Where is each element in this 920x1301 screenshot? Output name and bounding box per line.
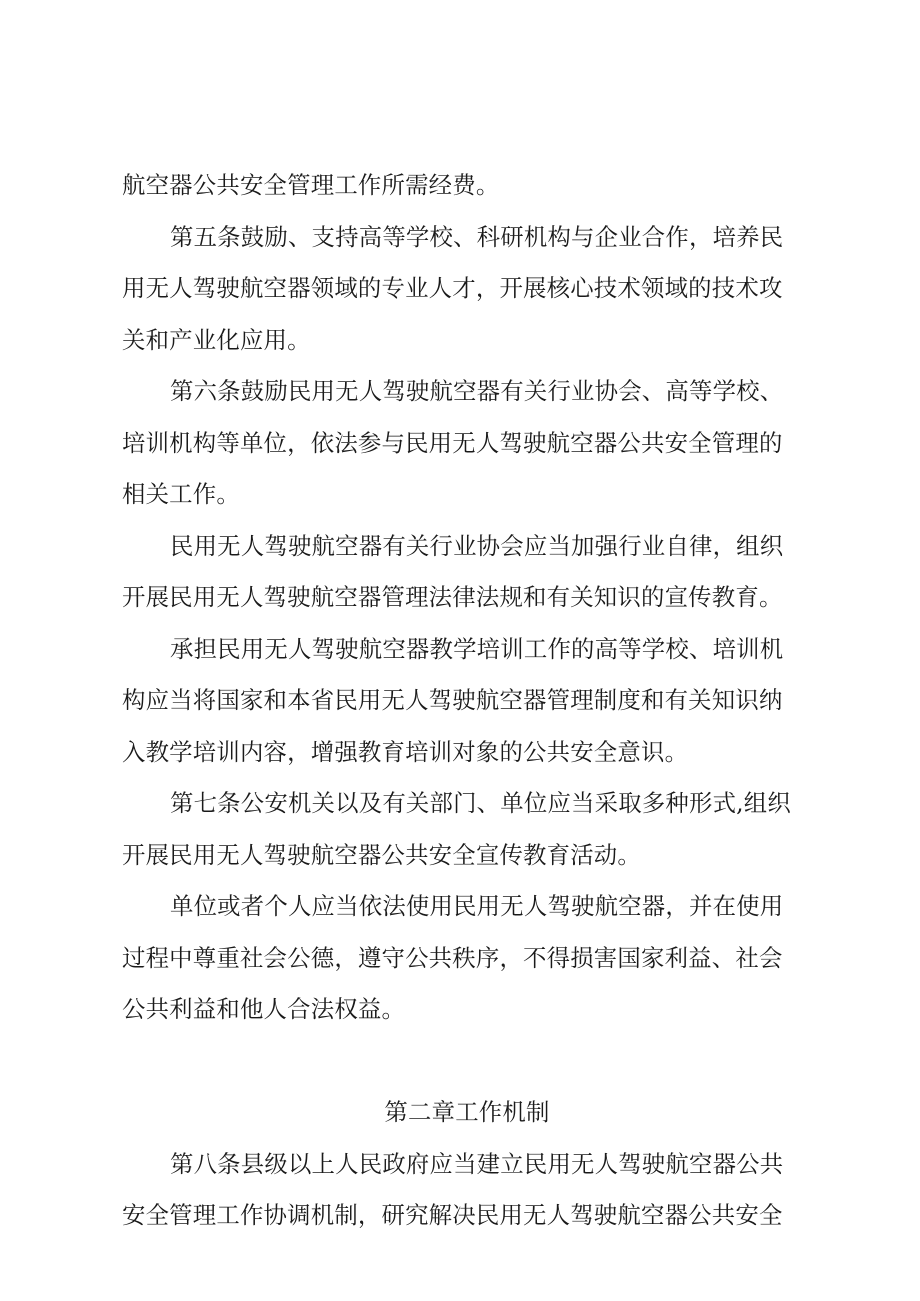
paragraph xyxy=(122,521,812,624)
text-line: 第七条公安机关以及有关部门、单位应当采取多种形式,组织 xyxy=(170,789,791,817)
paragraph xyxy=(122,160,812,212)
text-line: 第五条鼓励、支持高等学校、科研机构与企业合作，培养民 xyxy=(170,222,784,251)
text-line: 承担民用无人驾驶航空器教学培训工作的高等学校、培训机 xyxy=(170,634,784,663)
text-line: 开展民用无人驾驶航空器管理法律法规和有关知识的宣传教育。 xyxy=(122,583,783,611)
paragraph-article-6 xyxy=(122,366,812,521)
text-line: 培训机构等单位，依法参与民用无人驾驶航空器公共安全管理的 xyxy=(122,428,783,457)
text-line: 入教学培训内容，增强教育培训对象的公共安全意识。 xyxy=(122,737,689,766)
paragraph-article-7 xyxy=(122,778,812,881)
document-body xyxy=(122,160,812,1242)
paragraph xyxy=(122,624,812,779)
text-line: 第六条鼓励民用无人驾驶航空器有关行业协会、高等学校、 xyxy=(170,377,784,405)
text-line: 单位或者个人应当依法使用民用无人驾驶航空器，并在使用 xyxy=(170,892,784,920)
paragraph-article-8 xyxy=(122,1139,812,1242)
text-line: 用无人驾驶航空器领域的专业人才，开展核心技术领域的技术攻 xyxy=(122,274,783,302)
text-line: 构应当将国家和本省民用无人驾驶航空器管理制度和有关知识纳 xyxy=(122,686,783,714)
paragraph xyxy=(122,881,812,1036)
text-line: 公共利益和他人合法权益。 xyxy=(122,995,406,1023)
paragraph-article-5 xyxy=(122,212,812,367)
blank-line xyxy=(122,1036,812,1088)
text-line: 航空器公共安全管理工作所需经费。 xyxy=(122,171,500,199)
text-line: 过程中尊重社会公德，遵守公共秩序，不得损害国家利益、社会 xyxy=(122,943,783,972)
text-line: 开展民用无人驾驶航空器公共安全宣传教育活动。 xyxy=(122,840,641,869)
chapter-heading: 第二章工作机制 xyxy=(384,1098,550,1126)
text-line: 第八条县级以上人民政府应当建立民用无人驾驶航空器公共 xyxy=(170,1149,784,1178)
text-line: 相关工作。 xyxy=(122,480,240,508)
text-line: 关和产业化应用。 xyxy=(122,325,311,354)
text-line: 民用无人驾驶航空器有关行业协会应当加强行业自律，组织 xyxy=(170,531,784,560)
text-line: 安全管理工作协调机制，研究解决民用无人驾驶航空器公共安全 xyxy=(122,1201,783,1229)
